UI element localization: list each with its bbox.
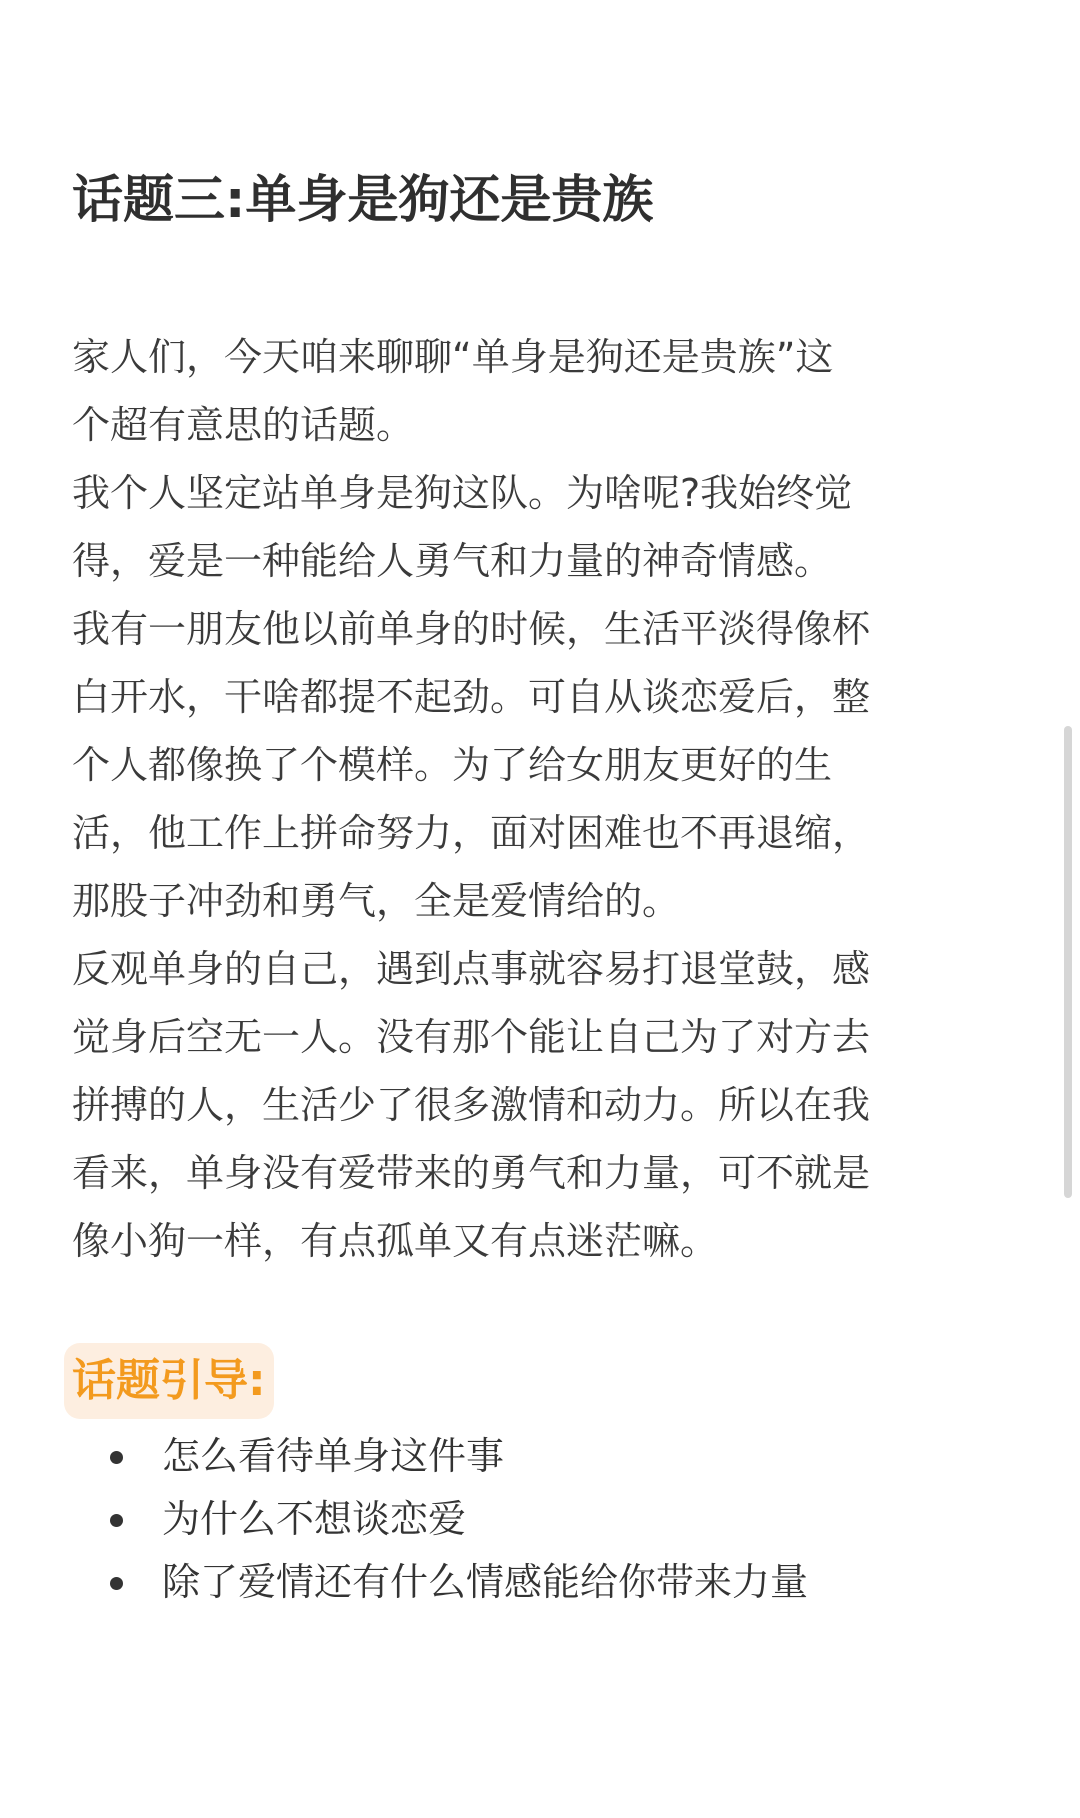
guide-list-item bbox=[100, 1425, 808, 1488]
body-line: 那股子冲劲和勇气，全是爱情给的。 bbox=[72, 879, 681, 923]
guide-item-text: 为什么不想谈恋爱 bbox=[162, 1497, 467, 1541]
body-line: 看来，单身没有爱带来的勇气和力量，可不就是 bbox=[72, 1151, 871, 1195]
article-body bbox=[72, 323, 1012, 1275]
body-line: 家人们，今天咱来聊聊“单身是狗还是贵族”这 bbox=[72, 335, 834, 379]
vertical-scrollbar[interactable] bbox=[1064, 726, 1072, 1198]
body-line: 个人都像换了个模样。为了给女朋友更好的生 bbox=[72, 743, 833, 787]
body-line: 我有一朋友他以前单身的时候，生活平淡得像杯 bbox=[72, 607, 871, 651]
body-line: 反观单身的自己，遇到点事就容易打退堂鼓，感 bbox=[72, 947, 871, 991]
body-line: 得，爱是一种能给人勇气和力量的神奇情感。 bbox=[72, 539, 833, 583]
body-line: 活，他工作上拼命努力，面对困难也不再退缩， bbox=[72, 811, 871, 855]
bullet-icon bbox=[110, 1514, 123, 1527]
guide-item-text: 除了爱情还有什么情感能给你带来力量 bbox=[162, 1560, 809, 1604]
bullet-icon bbox=[110, 1451, 123, 1464]
topic-guide-list bbox=[100, 1425, 808, 1614]
body-line: 拼搏的人，生活少了很多激情和动力。所以在我 bbox=[72, 1083, 871, 1127]
guide-item-text: 怎么看待单身这件事 bbox=[162, 1434, 505, 1478]
guide-list-item bbox=[100, 1488, 808, 1551]
body-line: 觉身后空无一人。没有那个能让自己为了对方去 bbox=[72, 1015, 871, 1059]
bullet-icon bbox=[110, 1577, 123, 1590]
body-line: 白开水，干啥都提不起劲。可自从谈恋爱后，整 bbox=[72, 675, 871, 719]
body-line: 个超有意思的话题。 bbox=[72, 403, 415, 447]
article-title: 话题三:单身是狗还是贵族 bbox=[72, 171, 654, 230]
body-line: 我个人坚定站单身是狗这队。为啥呢?我始终觉 bbox=[72, 471, 853, 515]
guide-list-item bbox=[100, 1551, 808, 1614]
topic-guide-heading: 话题引导: bbox=[64, 1343, 274, 1419]
body-line: 像小狗一样，有点孤单又有点迷茫嘛。 bbox=[72, 1219, 719, 1263]
